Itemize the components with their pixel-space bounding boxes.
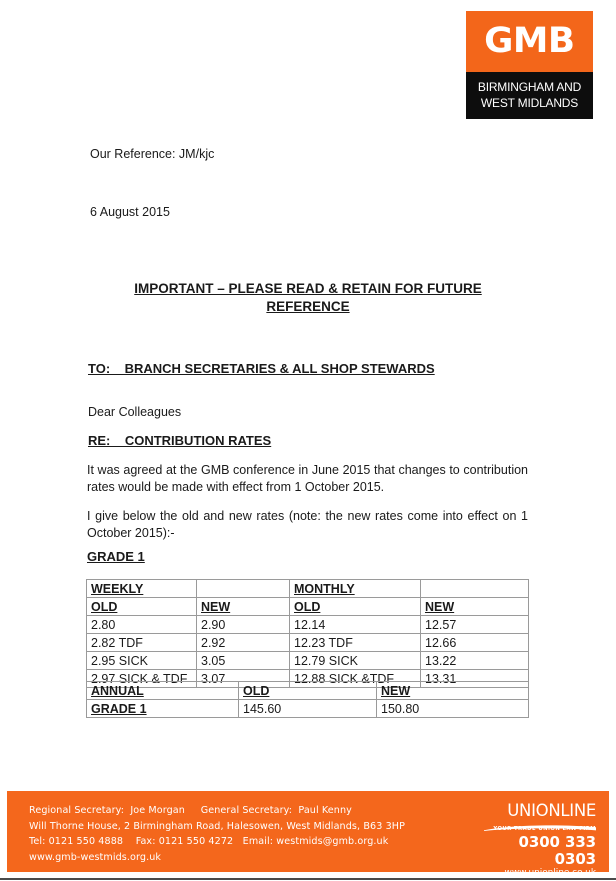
annual-header-new: NEW: [377, 682, 529, 700]
gmb-wordmark: GMB: [484, 21, 575, 61]
footer-line-3: Tel: 0121 550 4888 Fax: 0121 550 4272 Email: westmids@gmb.org.uk: [29, 836, 389, 848]
unionline-tagline: YOUR TRADE UNION LAW FIRM: [493, 826, 596, 833]
table-row: [87, 634, 529, 652]
group-header-monthly-spacer: [421, 580, 529, 598]
unionline-wordmark: UNIONLINE: [507, 801, 596, 820]
cell-weekly-new: 3.05: [197, 652, 290, 670]
salutation: Dear Colleagues: [88, 405, 182, 419]
footer-line-4[interactable]: www.gmb-westmids.org.uk: [29, 851, 162, 863]
subject-line: RE: CONTRIBUTION RATES: [88, 433, 272, 448]
gmb-logo: [466, 11, 593, 119]
unionline-logo: [484, 802, 596, 879]
group-header-weekly: WEEKLY: [87, 580, 197, 598]
letter-date: 6 August 2015: [90, 205, 170, 219]
footer-line-2: Will Thorne House, 2 Birmingham Road, Halesowen, West Midlands, B63 3HP: [29, 820, 405, 832]
cell-weekly-new: 2.92: [197, 634, 290, 652]
gmb-region-line-2: WEST MIDLANDS: [480, 96, 579, 110]
gmb-logo-orange-panel: [466, 11, 593, 72]
grade-heading: GRADE 1: [87, 549, 145, 564]
addressee-line: TO: BRANCH SECRETARIES & ALL SHOP STEWARDS: [88, 361, 435, 376]
cell-monthly-old: 12.14: [290, 616, 421, 634]
cell-monthly-old: 12.23 TDF: [290, 634, 421, 652]
footer-contact-details: [29, 803, 405, 865]
cell-monthly-old: 12.79 SICK: [290, 652, 421, 670]
our-reference: Our Reference: JM/kjc: [90, 147, 215, 161]
cell-weekly-new: 2.90: [197, 616, 290, 634]
annual-table-header-row: [87, 682, 529, 700]
contribution-rates-table: [86, 579, 529, 688]
table-group-header-row: [87, 580, 529, 598]
page-footer: [7, 791, 609, 879]
annual-header-old: OLD: [239, 682, 377, 700]
cell-monthly-new: 12.57: [421, 616, 529, 634]
annual-cell-new: 150.80: [377, 700, 529, 718]
column-header-monthly-new: NEW: [421, 598, 529, 616]
cell-monthly-new: 13.31: [421, 670, 529, 688]
group-header-monthly: MONTHLY: [290, 580, 421, 598]
gmb-region-line-1: BIRMINGHAM AND: [477, 80, 582, 94]
unionline-swoosh-icon: [484, 818, 596, 825]
letter-title-line-1: IMPORTANT – PLEASE READ & RETAIN FOR FUTURE: [134, 281, 482, 296]
column-header-monthly-old: OLD: [290, 598, 421, 616]
footer-line-1: Regional Secretary: Joe Morgan General Secretary: Paul Kenny: [29, 805, 352, 816]
body-paragraph-2: I give below the old and new rates (note: the new rates come into effect on 1 October 2015):-: [87, 509, 528, 540]
cell-weekly-old: 2.80: [87, 616, 197, 634]
table-row: [87, 652, 529, 670]
cell-monthly-new: 13.22: [421, 652, 529, 670]
cell-monthly-new: 12.66: [421, 634, 529, 652]
column-header-weekly-old: OLD: [87, 598, 197, 616]
annual-cell-old: 145.60: [239, 700, 377, 718]
cell-weekly-old: 2.82 TDF: [87, 634, 197, 652]
annual-rates-table: [86, 681, 529, 718]
group-header-weekly-spacer: [197, 580, 290, 598]
annual-cell-grade: GRADE 1: [87, 700, 239, 718]
column-header-weekly-new: NEW: [197, 598, 290, 616]
gmb-logo-region-panel: [466, 72, 593, 119]
cell-weekly-new: 3.07: [197, 670, 290, 688]
letter-title-line-2: REFERENCE: [266, 299, 350, 315]
cell-weekly-old: 2.95 SICK: [87, 652, 197, 670]
table-row: [87, 700, 529, 718]
unionline-website[interactable]: www.unionline.co.uk: [504, 868, 596, 879]
annual-header-label: ANNUAL: [87, 682, 239, 700]
body-paragraph-1: It was agreed at the GMB conference in June 2015 that changes to contribution rates would be made with effect from 1 October 2015.: [87, 463, 528, 494]
page-bottom-rule: [0, 878, 616, 880]
table-column-header-row: [87, 598, 529, 616]
letter-title: [88, 280, 528, 316]
cell-monthly-old: 12.88 SICK &TDF: [290, 670, 421, 688]
table-row: [87, 616, 529, 634]
cell-weekly-old: 2.97 SICK & TDF: [87, 670, 197, 688]
unionline-phone: 0300 333 0303: [518, 832, 596, 868]
